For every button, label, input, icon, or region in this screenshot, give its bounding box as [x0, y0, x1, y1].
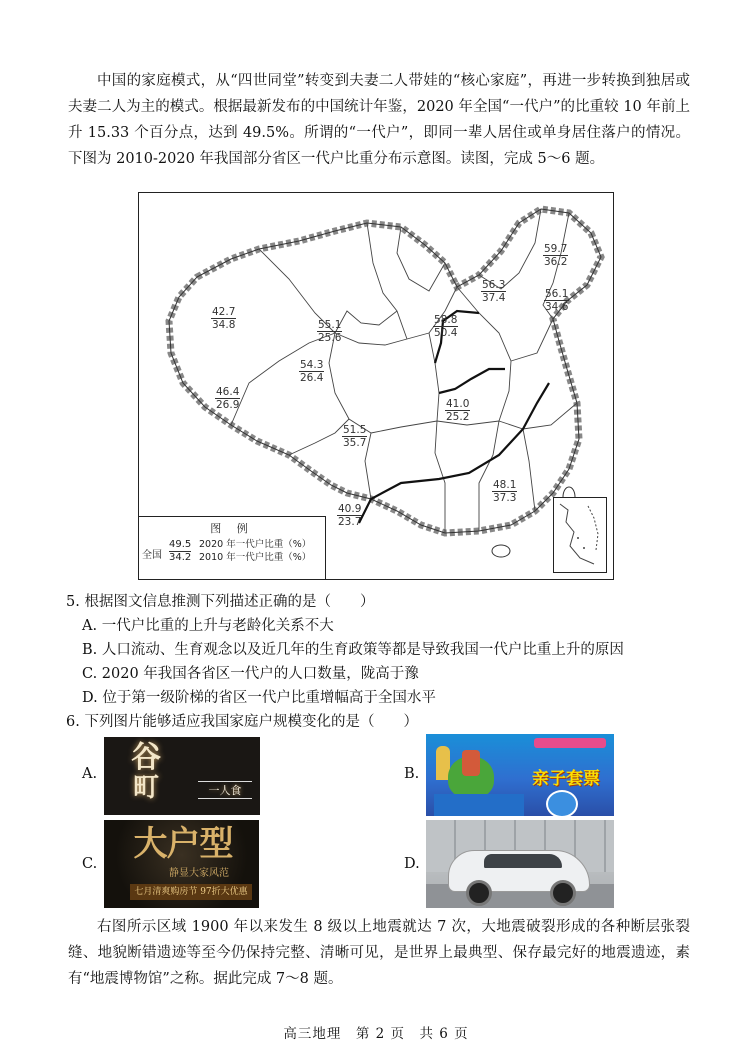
intro-paragraph: 中国的家庭模式，从“四世同堂”转变到夫妻二人带娃的“核心家庭”，再进一步转换到独居或夫妻二人为主的模式。根据最新发布的中国统计年鉴，2020 年全国“一代户”的比重较 10 年前上升 15.33 个百分点，达到 49.5%。所谓的“一代户”，即同一辈人居住或单身居住落户的情况。下图为 2010-2020 年我国部分省区一代户比重分布示意图。读图，完成 5～6 题。: [68, 73, 690, 167]
province-label: 58.8 50.4: [434, 314, 458, 339]
photo-c-promo: 七月清爽购房节 97折大优惠: [130, 884, 252, 900]
photo-a-one-person-dining: [104, 737, 260, 815]
photo-a-sign-line2: 町: [132, 773, 159, 803]
province-label: 55.1 25.6: [318, 319, 342, 344]
q5-option-b: B. 人口流动、生育观念以及近几年的生育政策等都是导致我国一代户比重上升的原因: [82, 642, 624, 658]
province-label: 46.4 26.9: [216, 386, 240, 411]
china-map-figure: [138, 192, 614, 580]
province-label: 41.0 25.2: [446, 398, 470, 423]
q5-option-d: D. 位于第一级阶梯的省区一代户比重增幅高于全国水平: [82, 690, 436, 706]
south-china-sea-inset: [553, 497, 607, 573]
question-5-stem: 5. 根据图文信息推测下列描述正确的是（ ）: [66, 594, 375, 610]
q5-option-c: C. 2020 年我国各省区一代户的人口数量，陇高于豫: [82, 666, 419, 682]
province-label: 54.3 26.4: [300, 359, 324, 384]
province-label: 48.1 37.3: [493, 479, 517, 504]
photo-d-mpv-car: [426, 820, 614, 908]
legend-national-label: 全国: [142, 550, 162, 561]
outro-paragraph: 右图所示区域 1900 年以来发生 8 级以上地震就达 7 次，大地震破裂形成的各种断层张裂缝、地貌断错遗迹等至今仍保持完整、清晰可见，是世界上最典型、保存最完好的地震遗迹，素有“地震博物馆”之称。据此完成 7～8 题。: [68, 919, 690, 987]
province-label: 59.7 36.2: [544, 243, 568, 268]
cartoon-mascot-icon: [546, 790, 578, 816]
province-label: 51.5 35.7: [343, 424, 367, 449]
q6-label-a: A.: [82, 766, 98, 782]
map-legend: [139, 516, 326, 579]
q6-label-c: C.: [82, 856, 98, 872]
province-label: 42.7 34.8: [212, 306, 236, 331]
legend-desc-2010: 2010 年一代户比重（%）: [199, 552, 312, 563]
province-label: 56.1 34.6: [545, 288, 569, 313]
q5-option-a: A. 一代户比重的上升与老龄化关系不大: [82, 618, 334, 634]
photo-a-sign-line1: 谷: [131, 740, 161, 775]
page-footer: 高三地理 第 2 页 共 6 页: [283, 1026, 469, 1042]
q6-label-b: B.: [404, 766, 420, 782]
question-6-stem: 6. 下列图片能够适应我国家庭户规模变化的是（ ）: [66, 714, 418, 730]
province-label: 56.3 37.4: [482, 279, 506, 304]
legend-title: 图 例: [210, 522, 254, 535]
photo-c-large-apartment-ad: [104, 820, 259, 908]
legend-national-values: $\frac{49.5}{34.2}$: [169, 539, 192, 563]
province-label: 40.9 23.7: [338, 503, 362, 528]
q6-label-d: D.: [404, 856, 420, 872]
photo-c-headline: 大户型: [133, 824, 233, 864]
photo-b-banner: 亲子套票: [532, 769, 600, 789]
photo-a-side-sign: 一人食: [198, 781, 252, 799]
photo-c-subline: 静显大家风范: [169, 868, 229, 879]
photo-b-family-ticket-poster: [426, 734, 614, 816]
legend-desc-2020: 2020 年一代户比重（%）: [199, 539, 312, 550]
